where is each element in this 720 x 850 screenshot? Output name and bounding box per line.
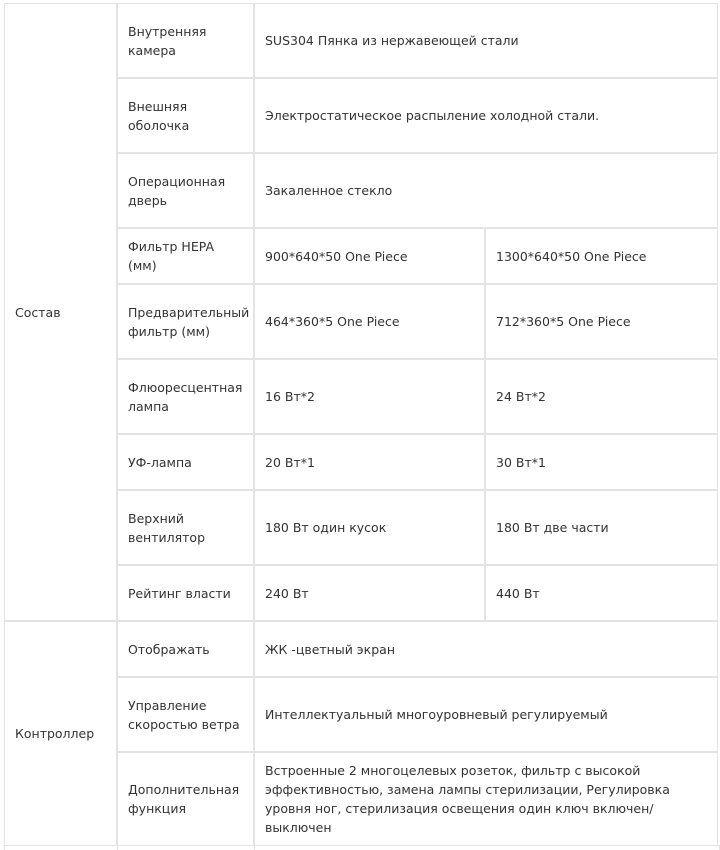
row-value-model-1: 900*640*50 One Piece bbox=[254, 228, 485, 284]
next-row-edge bbox=[4, 845, 718, 849]
row-label: Отображать bbox=[117, 621, 254, 677]
table-row bbox=[4, 621, 718, 677]
spec-table bbox=[4, 3, 718, 846]
section-cell-composition: Состав bbox=[4, 3, 117, 621]
row-value-model-1: 16 Вт*2 bbox=[254, 359, 485, 434]
row-value-model-2: 24 Вт*2 bbox=[485, 359, 718, 434]
row-value: Закаленное стекло bbox=[254, 153, 718, 228]
row-label: Флюоресцентная лампа bbox=[117, 359, 254, 434]
row-value-model-1: 464*360*5 One Piece bbox=[254, 284, 485, 359]
row-value: ЖК -цветный экран bbox=[254, 621, 718, 677]
row-value: Встроенные 2 многоцелевых розеток, фильтр с высокой эффективностью, замена лампы стерилизации, Регулировка уровня ног, стерилизация освещения один ключ включен/ выключен bbox=[254, 752, 718, 846]
row-value-model-2: 1300*640*50 One Piece bbox=[485, 228, 718, 284]
row-label: Внешняя оболочка bbox=[117, 78, 254, 153]
section-cell-controller: Контроллер bbox=[4, 621, 117, 846]
row-value: Электростатическое распыление холодной стали. bbox=[254, 78, 718, 153]
row-label: Операционная дверь bbox=[117, 153, 254, 228]
row-value-model-2: 440 Вт bbox=[485, 565, 718, 621]
row-label: Верхний вентилятор bbox=[117, 490, 254, 565]
row-label: Внутренняя камера bbox=[117, 3, 254, 78]
next-row-cell-edge bbox=[4, 845, 118, 850]
row-value-model-2: 30 Вт*1 bbox=[485, 434, 718, 490]
row-value-model-1: 240 Вт bbox=[254, 565, 485, 621]
table-row bbox=[4, 3, 718, 78]
row-value-model-2: 712*360*5 One Piece bbox=[485, 284, 718, 359]
next-row-cell-edge bbox=[254, 845, 720, 850]
row-value: SUS304 Пянка из нержавеющей стали bbox=[254, 3, 718, 78]
row-value-model-1: 180 Вт один кусок bbox=[254, 490, 485, 565]
row-label: Управление скоростью ветра bbox=[117, 677, 254, 752]
row-label: Предварительный фильтр (мм) bbox=[117, 284, 254, 359]
row-value: Интеллектуальный многоуровневый регулируемый bbox=[254, 677, 718, 752]
row-label: Дополнительная функция bbox=[117, 752, 254, 846]
row-label: Рейтинг власти bbox=[117, 565, 254, 621]
row-label: УФ-лампа bbox=[117, 434, 254, 490]
row-value-model-1: 20 Вт*1 bbox=[254, 434, 485, 490]
next-row-cell-edge bbox=[117, 845, 255, 850]
row-value-model-2: 180 Вт две части bbox=[485, 490, 718, 565]
row-label: Фильтр HEPA (мм) bbox=[117, 228, 254, 284]
